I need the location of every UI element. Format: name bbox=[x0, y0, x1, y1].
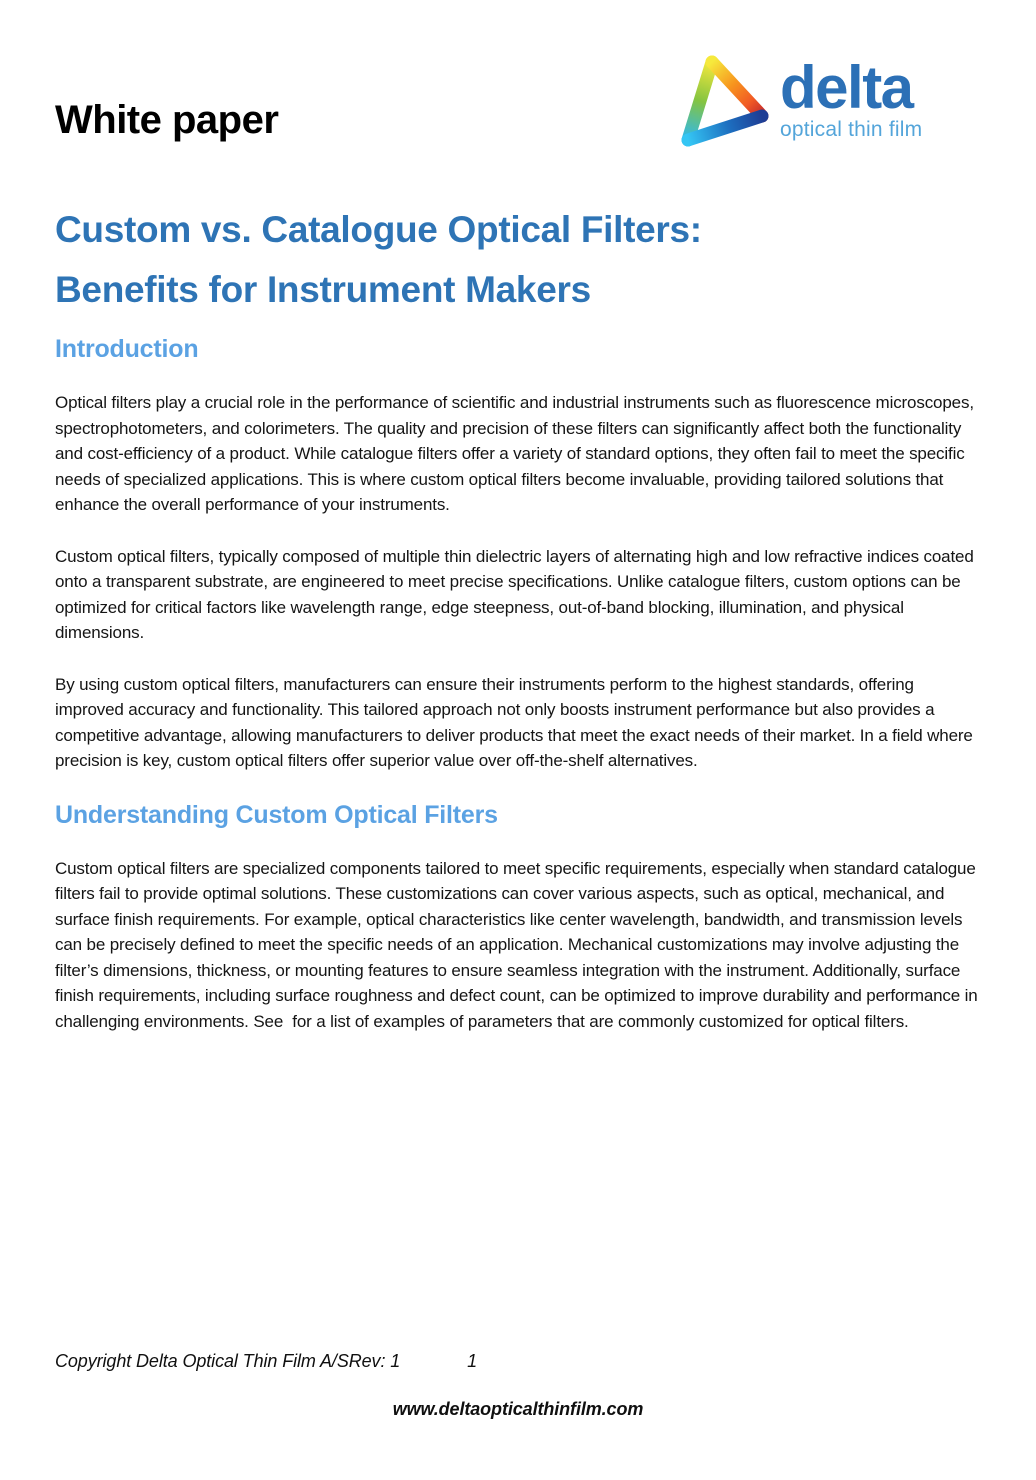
whitepaper-label: White paper bbox=[55, 98, 279, 142]
footer-revision: Rev: 1 bbox=[348, 1351, 401, 1371]
document-title-line-2: Benefits for Instrument Makers bbox=[55, 268, 591, 310]
document-title-line-1: Custom vs. Catalogue Optical Filters: bbox=[55, 208, 702, 250]
intro-paragraph-2: Custom optical filters, typically composed of multiple thin dielectric layers of alternating high and low refractive indices coated onto a transparent substrate, are engineered to meet precise specifications. Unlike catalogue filters, custom options can be optimized for critical factors like wavelength range, edge steepness, out-of-band blocking, illumination, and physical dimensions. bbox=[55, 546, 974, 642]
delta-logo bbox=[672, 50, 922, 154]
intro-paragraph-3: By using custom optical filters, manufacturers can ensure their instruments perform to the highest standards, offering improved accuracy and functionality. This tailored approach not only boosts instrument performance but also provides a competitive advantage, allowing manufacturers to deliver products that meet the exact needs of their market. In a field where precision is key, custom optical filters offer superior value over off-the-shelf alternatives. bbox=[55, 674, 973, 770]
footer-page-number: 1 bbox=[467, 1351, 477, 1371]
footer-copyright-line bbox=[55, 1351, 477, 1372]
logo-tagline: optical thin film bbox=[780, 118, 923, 141]
footer-copyright-text: Copyright Delta Optical Thin Film A/S bbox=[55, 1351, 349, 1371]
logo-text bbox=[780, 54, 923, 142]
delta-triangle-icon bbox=[672, 50, 772, 154]
document-title bbox=[55, 200, 1005, 320]
footer-website: www.deltaopticalthinfilm.com bbox=[392, 1399, 644, 1419]
intro-paragraph-1: Optical filters play a crucial role in the performance of scientific and industrial instruments such as fluorescence microscopes, spectrophotometers, and colorimeters. The quality and precision of these filters can significantly affect both the functionality and cost-efficiency of a product. While catalogue filters offer a variety of standard options, they often fail to meet the specific needs of specialized applications. This is where custom optical filters become invaluable, providing tailored solutions that enhance the overall performance of your instruments. bbox=[55, 393, 974, 514]
understanding-paragraph-1: Custom optical filters are specialized components tailored to meet specific requirements, especially when standard catalogue filters fail to provide optimal solutions. These customizations can cover various aspects, such as optical, mechanical, and surface finish requirements. For example, optical characteristics like center wavelength, bandwidth, and transmission levels can be precisely defined to meet the specific needs of an application. Mechanical customizations may involve adjusting the filter’s dimensions, thickness, or mounting features to ensure seamless integration with the instrument. Additionally, surface finish requirements, including surface roughness and defect count, can be optimized to improve durability and performance in challenging environments. See for a list of examples of parameters that are commonly customized for optical filters. bbox=[55, 858, 978, 1031]
document-body bbox=[55, 334, 987, 1034]
section-heading-introduction: Introduction bbox=[55, 335, 199, 363]
section-heading-understanding: Understanding Custom Optical Filters bbox=[55, 800, 498, 829]
logo-brand: delta bbox=[780, 54, 913, 121]
